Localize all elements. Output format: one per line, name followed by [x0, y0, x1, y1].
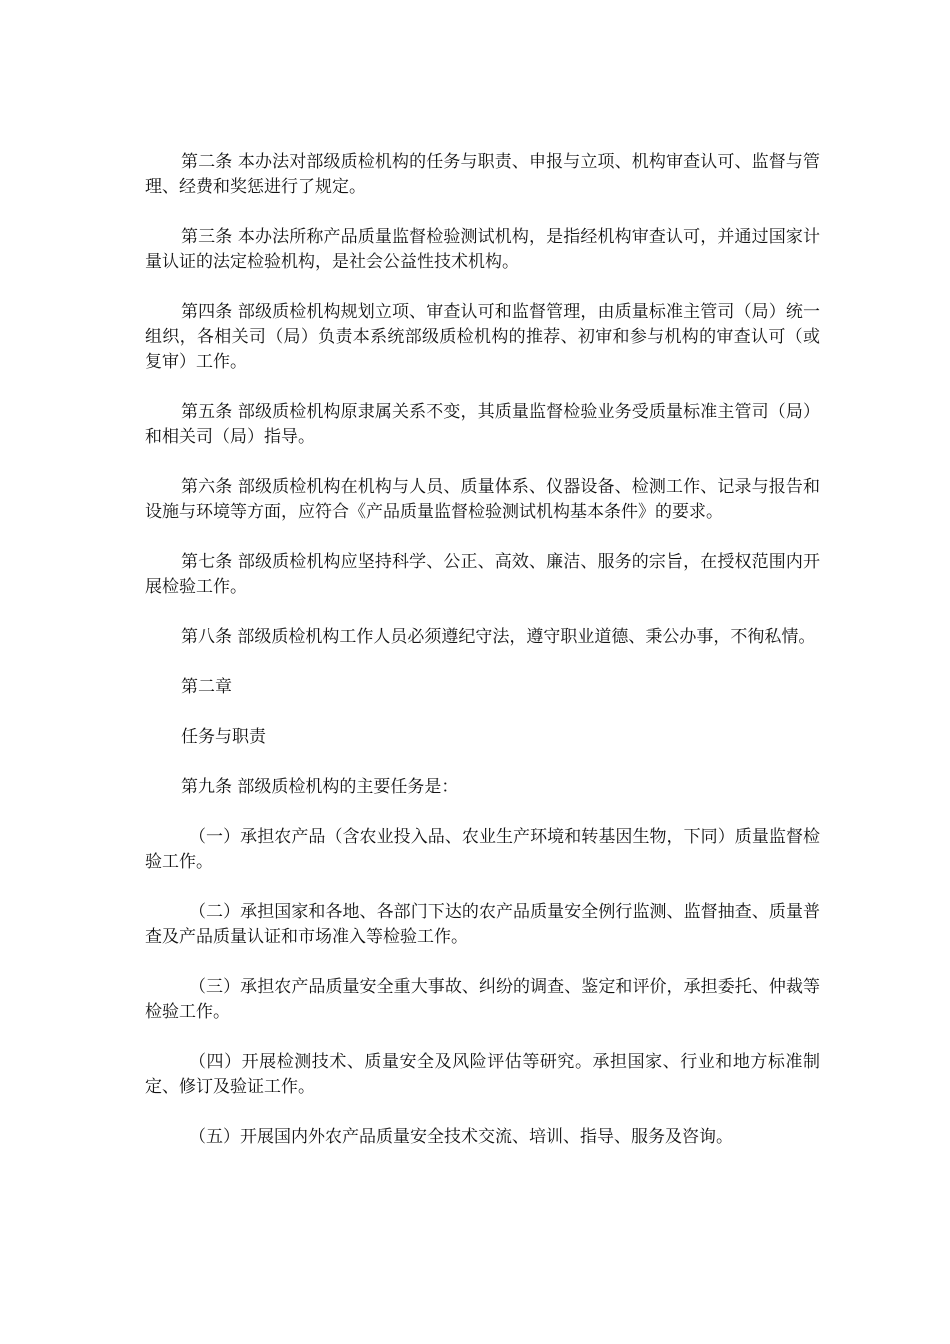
task-item-5: （五）开展国内外农产品质量安全技术交流、培训、指导、服务及咨询。: [189, 1127, 733, 1147]
task-item-4: （四）开展检测技术、质量安全及风险评估等研究。承担国家、行业和地方标准制定、修订及验证工作。: [145, 1052, 820, 1097]
chapter-title: 任务与职责: [181, 727, 266, 747]
task-item-1: （一）承担农产品（含农业投入品、农业生产环境和转基因生物，下同）质量监督检验工作。: [145, 827, 820, 872]
article-8-paragraph: 第八条 部级质检机构工作人员必须遵纪守法，遵守职业道德、秉公办事，不徇私情。: [181, 627, 816, 647]
task-item-3: （三）承担农产品质量安全重大事故、纠纷的调查、鉴定和评价，承担委托、仲裁等检验工作。: [145, 977, 820, 1022]
article-7-paragraph: 第七条 部级质检机构应坚持科学、公正、高效、廉洁、服务的宗旨，在授权范围内开展检验工作。: [145, 552, 820, 597]
article-6-paragraph: 第六条 部级质检机构在机构与人员、质量体系、仪器设备、检测工作、记录与报告和设施与环境等方面，应符合《产品质量监督检验测试机构基本条件》的要求。: [145, 477, 820, 522]
article-5-paragraph: 第五条 部级质检机构原隶属关系不变，其质量监督检验业务受质量标准主管司（局）和相关司（局）指导。: [145, 402, 820, 447]
document-body: [145, 150, 820, 1175]
article-4-paragraph: 第四条 部级质检机构规划立项、审查认可和监督管理，由质量标准主管司（局）统一组织，各相关司（局）负责本系统部级质检机构的推荐、初审和参与机构的审查认可（或复审）工作。: [145, 302, 820, 372]
article-9-paragraph: 第九条 部级质检机构的主要任务是：: [181, 777, 459, 797]
task-item-2: （二）承担国家和各地、各部门下达的农产品质量安全例行监测、监督抽查、质量普查及产品质量认证和市场准入等检验工作。: [145, 902, 820, 947]
chapter-heading: 第二章: [181, 677, 232, 697]
article-3-paragraph: 第三条 本办法所称产品质量监督检验测试机构，是指经机构审查认可，并通过国家计量认证的法定检验机构，是社会公益性技术机构。: [145, 227, 820, 272]
article-2-paragraph: 第二条 本办法对部级质检机构的任务与职责、申报与立项、机构审查认可、监督与管理、经费和奖惩进行了规定。: [145, 152, 820, 197]
